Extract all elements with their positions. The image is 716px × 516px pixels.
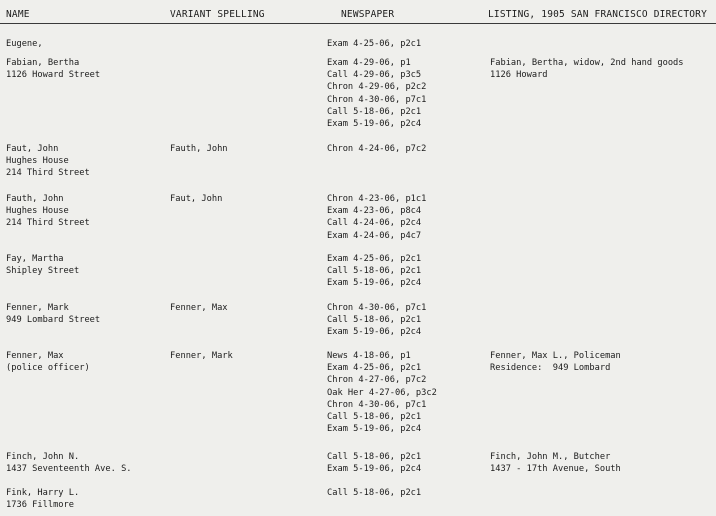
header-listing: LISTING, 1905 SAN FRANCISCO DIRECTORY bbox=[488, 9, 708, 20]
entry-newspaper-line: Exam 4-25-06, p2c1 bbox=[327, 254, 422, 264]
entry-name bbox=[6, 350, 90, 374]
entry-newspaper-line: Call 5-18-06, p2c1 bbox=[327, 266, 422, 277]
entry-name-line: Fink, Harry L. bbox=[6, 488, 80, 498]
entry-listing-line: 1126 Howard bbox=[490, 70, 548, 81]
entry-newspaper-line: Chron 4-23-06, p1c1 bbox=[327, 194, 427, 204]
entry-name-line: Finch, John N. bbox=[6, 452, 80, 462]
entry-name-line: Shipley Street bbox=[6, 266, 80, 277]
entry-newspaper-line: Oak Her 4-27-06, p3c2 bbox=[327, 387, 437, 398]
entry-name-line: (police officer) bbox=[6, 363, 90, 374]
entry-newspaper-line: Exam 4-24-06, p4c7 bbox=[327, 230, 422, 241]
entry-listing-line: 1437 - 17th Avenue, South bbox=[490, 464, 621, 475]
entry-listing bbox=[490, 451, 621, 475]
entry-newspaper-line: Call 4-29-06, p3c5 bbox=[327, 70, 422, 81]
entry-newspaper-line: Chron 4-24-06, p7c2 bbox=[327, 144, 427, 154]
entry-name bbox=[6, 57, 100, 81]
entry-name bbox=[6, 38, 43, 50]
entry-newspaper bbox=[327, 253, 421, 290]
entry-newspaper-line: Call 4-24-06, p2c4 bbox=[327, 218, 422, 229]
entry-newspaper bbox=[327, 350, 437, 435]
entry-name bbox=[6, 253, 79, 277]
entry-newspaper bbox=[327, 57, 426, 130]
entry-name-line: 1437 Seventeenth Ave. S. bbox=[6, 464, 132, 475]
header-rule bbox=[0, 23, 716, 24]
entry-newspaper bbox=[327, 302, 426, 339]
entry-newspaper-line: Call 5-18-06, p2c1 bbox=[327, 488, 422, 498]
entry-name bbox=[6, 302, 100, 326]
entry-newspaper-line: Exam 4-25-06, p2c1 bbox=[327, 363, 422, 374]
entry-name-line: Fenner, Mark bbox=[6, 303, 69, 313]
entry-newspaper-line: Exam 4-29-06, p1 bbox=[327, 58, 411, 68]
entry-name-line: Fenner, Max bbox=[6, 351, 64, 361]
entry-newspaper-line: News 4-18-06, p1 bbox=[327, 351, 411, 361]
entry-listing-line: Fabian, Bertha, widow, 2nd hand goods bbox=[490, 58, 684, 68]
entry-name-line: 1736 Fillmore bbox=[6, 500, 74, 511]
entry-newspaper bbox=[327, 451, 421, 475]
entry-name-line: Fabian, Bertha bbox=[6, 58, 80, 68]
entry-name-line: Fay, Martha bbox=[6, 254, 64, 264]
entry-listing-line: Fenner, Max L., Policeman bbox=[490, 351, 621, 361]
entry-newspaper-line: Exam 5-19-06, p2c4 bbox=[327, 464, 422, 475]
entry-name bbox=[6, 487, 79, 511]
header-name: NAME bbox=[6, 9, 30, 20]
entry-name-line: Fauth, John bbox=[6, 194, 64, 204]
entry-newspaper bbox=[327, 38, 421, 50]
entry-name-line: 214 Third Street bbox=[6, 218, 90, 229]
entry-newspaper-line: Call 5-18-06, p2c1 bbox=[327, 106, 422, 117]
entry-variant bbox=[170, 193, 222, 205]
entry-name-line: 1126 Howard Street bbox=[6, 70, 101, 81]
entry-variant bbox=[170, 350, 233, 362]
entry-newspaper-line: Exam 4-23-06, p8c4 bbox=[327, 206, 422, 217]
entry-variant-line: Fauth, John bbox=[170, 144, 228, 154]
entry-variant-line: Faut, John bbox=[170, 194, 223, 204]
entry-newspaper-line: Exam 5-19-06, p2c4 bbox=[327, 327, 422, 338]
entry-name-line: 214 Third Street bbox=[6, 168, 90, 179]
entry-newspaper-line: Chron 4-29-06, p2c2 bbox=[327, 82, 427, 93]
header-newspaper: NEWSPAPER bbox=[341, 9, 395, 20]
entry-name-line: Hughes House bbox=[6, 156, 69, 167]
entry-newspaper-line: Call 5-18-06, p2c1 bbox=[327, 452, 422, 462]
entry-newspaper bbox=[327, 193, 426, 242]
entry-newspaper-line: Exam 5-19-06, p2c4 bbox=[327, 424, 422, 435]
entry-name-line: 949 Lombard Street bbox=[6, 315, 101, 326]
entry-variant-line: Fenner, Max bbox=[170, 303, 228, 313]
entry-newspaper-line: Chron 4-30-06, p7c1 bbox=[327, 303, 427, 313]
entry-name-line: Eugene, bbox=[6, 39, 43, 49]
entry-newspaper-line: Chron 4-30-06, p7c1 bbox=[327, 399, 427, 410]
entry-newspaper bbox=[327, 487, 421, 499]
entry-name bbox=[6, 193, 90, 230]
entry-newspaper-line: Chron 4-30-06, p7c1 bbox=[327, 94, 427, 105]
entry-name-line: Faut, John bbox=[6, 144, 59, 154]
entry-newspaper-line: Call 5-18-06, p2c1 bbox=[327, 412, 422, 423]
entry-name-line: Hughes House bbox=[6, 206, 69, 217]
entry-variant bbox=[170, 302, 228, 314]
entry-listing-line: Residence: 949 Lombard bbox=[490, 363, 611, 374]
entry-newspaper-line: Call 5-18-06, p2c1 bbox=[327, 315, 422, 326]
entry-newspaper-line: Exam 5-19-06, p2c4 bbox=[327, 119, 422, 130]
entry-listing bbox=[490, 57, 684, 81]
entry-variant bbox=[170, 143, 228, 155]
entry-listing bbox=[490, 350, 621, 374]
entry-name bbox=[6, 143, 90, 180]
entry-listing-line: Finch, John M., Butcher bbox=[490, 452, 611, 462]
entry-newspaper-line: Exam 4-25-06, p2c1 bbox=[327, 39, 422, 49]
entry-newspaper-line: Exam 5-19-06, p2c4 bbox=[327, 278, 422, 289]
entry-newspaper bbox=[327, 143, 426, 155]
header-variant-spelling: VARIANT SPELLING bbox=[170, 9, 265, 20]
entry-newspaper-line: Chron 4-27-06, p7c2 bbox=[327, 375, 427, 386]
entry-name bbox=[6, 451, 132, 475]
entry-variant-line: Fenner, Mark bbox=[170, 351, 233, 361]
